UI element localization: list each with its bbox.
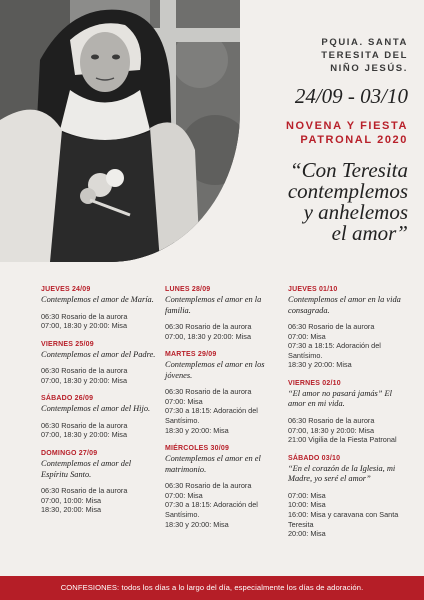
day-block xyxy=(41,394,156,440)
day-intention: Contemplemos el amor del Padre. xyxy=(41,349,156,359)
day-title: LUNES 28/09 xyxy=(165,286,211,293)
day-block xyxy=(41,449,156,515)
schedule-line: 18:30 y 20:00: Misa xyxy=(288,360,352,370)
parish-line-1: PQUIA. SANTA xyxy=(321,37,408,48)
day-title: SÁBADO 26/09 xyxy=(41,395,94,403)
parish-name xyxy=(218,36,408,75)
schedule-line: 16:00: Misa y caravana con Santa Teresita xyxy=(288,509,399,529)
day-intention: Contemplemos el amor en la vida consagrada. xyxy=(288,295,401,315)
day-title: VIERNES 02/10 xyxy=(288,379,341,387)
day-schedule xyxy=(165,387,280,435)
day-title: JUEVES 01/10 xyxy=(288,286,338,293)
day-schedule xyxy=(288,322,403,370)
day-block xyxy=(165,444,280,529)
schedule-column-3 xyxy=(288,285,403,548)
schedule-line: 06:30 Rosario de la aurora xyxy=(41,366,128,376)
schedule-line: 07:30 a 18:15: Adoración del Santísimo. xyxy=(165,500,258,519)
day-schedule xyxy=(41,312,156,331)
day-block xyxy=(41,340,156,386)
day-block xyxy=(41,285,156,331)
day-title: JUEVES 24/09 xyxy=(41,286,91,293)
event-title-line-1: NOVENA Y FIESTA xyxy=(285,120,408,132)
schedule-line: 21:00 Vigilia de la Fiesta Patronal xyxy=(288,435,397,445)
schedule-line: 06:30 Rosario de la aurora xyxy=(288,415,375,425)
day-intention: Contemplemos el amor en la familia. xyxy=(165,295,262,315)
day-schedule xyxy=(41,366,156,385)
day-title: DOMINGO 27/09 xyxy=(41,450,98,458)
event-title-line-2: PATRONAL 2020 xyxy=(300,134,408,146)
saint-photo xyxy=(0,0,240,262)
day-intention: Contemplemos el amor en los jóvenes. xyxy=(165,360,265,380)
day-schedule xyxy=(165,481,280,529)
day-intention: Contemplemos el amor del Espíritu Santo. xyxy=(41,459,132,479)
schedule-line: 06:30 Rosario de la aurora xyxy=(41,420,128,430)
schedule-line: 07:30 a 18:15: Adoración del Santísimo. xyxy=(288,341,381,360)
schedule-line: 07:00, 18:30 y 20:00: Misa xyxy=(165,331,251,341)
day-block xyxy=(165,350,280,435)
schedule xyxy=(0,285,424,575)
quote-line-1: “Con Teresita xyxy=(289,158,408,182)
day-intention: Contemplemos el amor en el matrimonio. xyxy=(165,454,261,474)
schedule-column-2 xyxy=(165,285,280,538)
event-title xyxy=(218,119,408,147)
quote-line-2: contemplemos xyxy=(287,179,408,203)
schedule-line: 18:30, 20:00: Misa xyxy=(41,505,102,515)
schedule-line: 07:00, 18:30 y 20:00: Misa xyxy=(41,375,127,385)
parish-line-3: NIÑO JESÚS. xyxy=(330,63,408,74)
schedule-line: 06:30 Rosario de la aurora xyxy=(165,481,252,491)
parish-line-2: TERESITA DEL xyxy=(321,50,408,61)
schedule-line: 07:00: Misa xyxy=(165,490,203,500)
schedule-line: 06:30 Rosario de la aurora xyxy=(165,387,252,397)
schedule-line: 07:30 a 18:15: Adoración del Santísimo. xyxy=(165,406,258,425)
day-intention: “El amor no pasará jamás” El amor en mi vida. xyxy=(288,388,393,409)
schedule-line: 18:30 y 20:00: Misa xyxy=(165,425,229,435)
schedule-line: 07:00: Misa xyxy=(288,490,326,500)
saint-portrait-image xyxy=(0,0,240,262)
theme-quote xyxy=(218,160,408,244)
schedule-line: 07:00, 10:00: Misa xyxy=(41,495,102,505)
day-intention: Contemplemos el amor del Hijo. xyxy=(41,404,151,414)
schedule-column-1 xyxy=(41,285,156,524)
header xyxy=(218,36,408,244)
schedule-line: 20:00: Misa xyxy=(288,529,326,539)
event-dates: 24/09 - 03/10 xyxy=(294,84,408,108)
day-schedule xyxy=(41,421,156,440)
day-block xyxy=(288,454,403,539)
day-intention: “En el corazón de la Iglesia, mi Madre, yo seré el amor” xyxy=(288,463,396,484)
quote-line-4: el amor” xyxy=(331,221,408,245)
day-title: VIERNES 25/09 xyxy=(41,340,94,348)
schedule-line: 07:00, 18:30 y 20:00: Misa xyxy=(41,321,127,331)
schedule-line: 06:30 Rosario de la aurora xyxy=(288,322,375,331)
schedule-line: 10:00: Misa xyxy=(288,500,326,510)
schedule-line: 18:30 y 20:00: Misa xyxy=(165,519,229,529)
day-schedule xyxy=(288,416,403,445)
confessions-footer: CONFESIONES: todos los días a lo largo del día, especialmente los días de adoración. xyxy=(0,576,424,600)
schedule-line: 06:30 Rosario de la aurora xyxy=(41,311,128,321)
day-block xyxy=(288,379,403,445)
day-title: MIÉRCOLES 30/09 xyxy=(165,445,230,453)
day-intention: Contemplemos el amor de María. xyxy=(41,295,154,304)
schedule-line: 07:00, 18:30 y 20:00: Misa xyxy=(41,430,127,440)
day-title: MARTES 29/09 xyxy=(165,351,217,359)
quote-line-3: y anhelemos xyxy=(303,200,408,224)
schedule-line: 07:00: Misa xyxy=(288,331,326,341)
schedule-line: 07:00, 18:30 y 20:00: Misa xyxy=(288,425,374,435)
schedule-line: 07:00: Misa xyxy=(165,396,203,406)
day-schedule xyxy=(288,491,403,539)
day-schedule xyxy=(165,322,280,341)
day-title: SÁBADO 03/10 xyxy=(288,454,341,462)
schedule-line: 06:30 Rosario de la aurora xyxy=(165,322,252,331)
day-block xyxy=(165,285,280,341)
day-block xyxy=(288,285,403,370)
day-schedule xyxy=(41,486,156,515)
schedule-line: 06:30 Rosario de la aurora xyxy=(41,486,128,496)
